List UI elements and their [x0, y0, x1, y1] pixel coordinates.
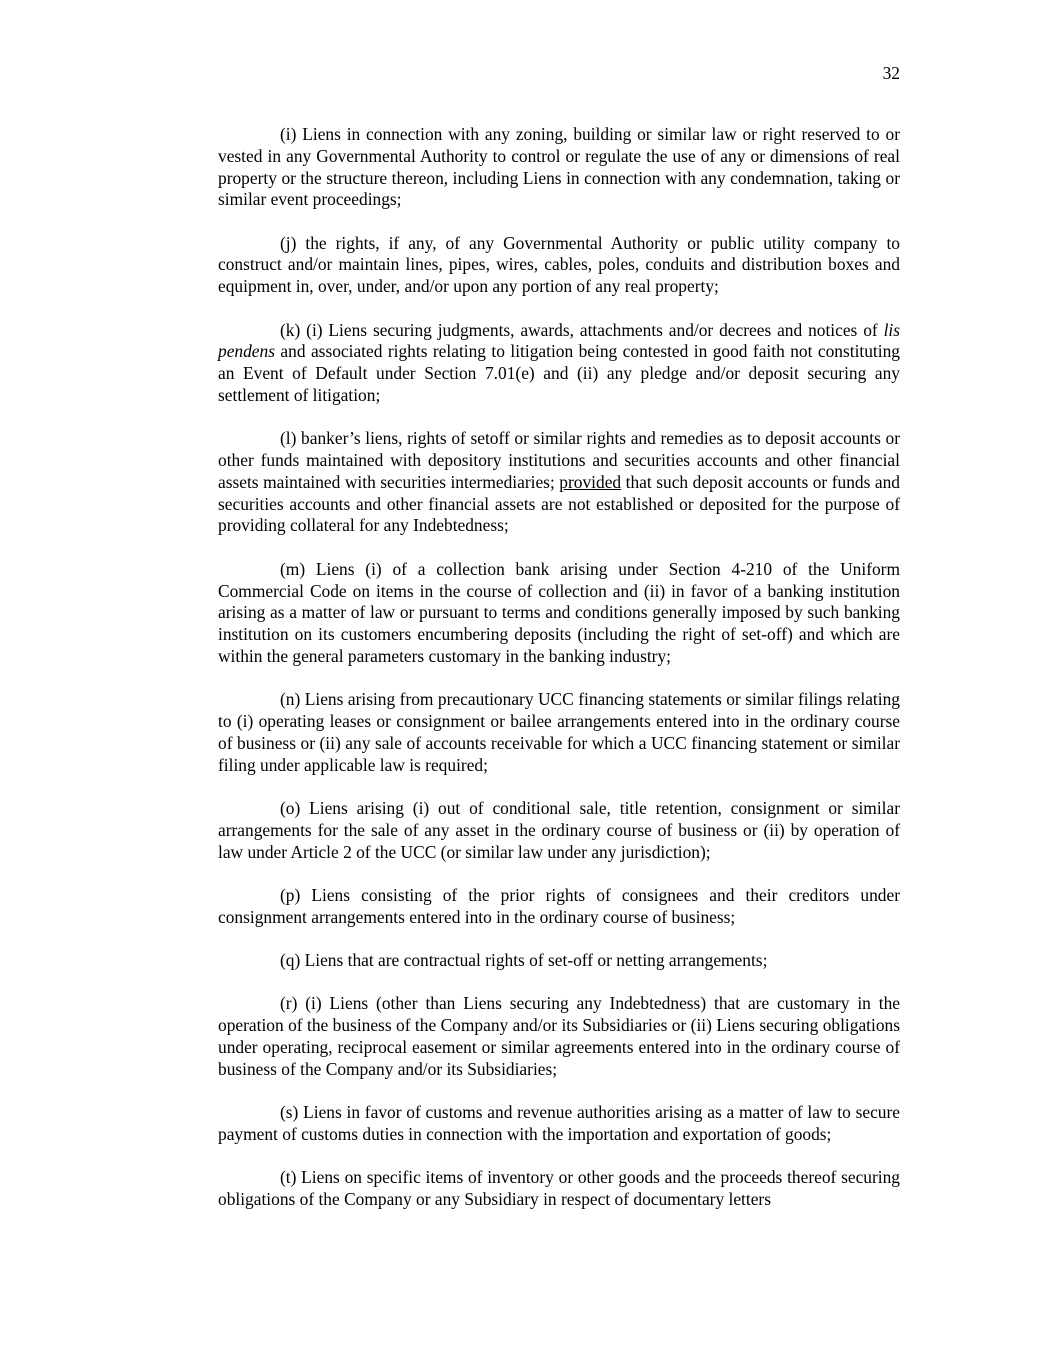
clause-m: (m) Liens (i) of a collection bank arising under Section 4-210 of the Uniform Commercial Code on items in the course of collection and (ii) in favor of a banking institution arising as a matter of law or pursuant to terms and conditions generally imposed by such banking institution on its customers encumbering deposits (including the right of set-off) and which are within the general parameters customary in the banking industry; [218, 558, 900, 666]
clause-t: (t) Liens on specific items of inventory or other goods and the proceeds thereof securing obligations of the Company or any Subsidiary in respect of documentary letters [218, 1166, 900, 1209]
clause-k-text-after: and associated rights relating to litigation being contested in good faith not constituting an Event of Default under Section 7.01(e) and (ii) any pledge and/or deposit securing any settlement of litigation; [218, 341, 900, 405]
clause-n: (n) Liens arising from precautionary UCC financing statements or similar filings relating to (i) operating leases or consignment or bailee arrangements entered into in the ordinary course of business or (ii) any sale of accounts receivable for which a UCC financing statement or similar filing under applicable law is required; [218, 689, 900, 775]
clause-k-text-before: (k) (i) Liens securing judgments, awards, attachments and/or decrees and notices of [280, 319, 884, 340]
clause-k-italic-term: lis pendens [218, 319, 900, 362]
clause-i: (i) Liens in connection with any zoning, building or similar law or right reserved to or vested in any Governmental Authority to control or regulate the use of any or dimensions of real property or the structure thereon, including Liens in connection with any condemnation, taking or similar event proceedings; [218, 124, 900, 210]
clause-l [218, 428, 900, 537]
page-number: 32 [882, 63, 900, 83]
clause-k [218, 320, 900, 407]
clause-j: (j) the rights, if any, of any Governmental Authority or public utility company to construct and/or maintain lines, pipes, wires, cables, poles, conduits and distribution boxes and equipment in, over, under, and/or upon any portion of any real property; [218, 232, 900, 297]
clause-p: (p) Liens consisting of the prior rights of consignees and their creditors under consignment arrangements entered into in the ordinary course of business; [218, 884, 900, 927]
clause-l-text-before: (l) banker’s liens, rights of setoff or similar rights and remedies as to deposit accounts or other funds maintained with depository institutions and securities accounts and other financial assets maintained with securities intermediaries; [218, 428, 900, 492]
document-body [218, 124, 900, 1211]
clause-r: (r) (i) Liens (other than Liens securing any Indebtedness) that are customary in the operation of the business of the Company and/or its Subsidiaries or (ii) Liens securing obligations under operating, reciprocal easement or similar agreements entered into in the ordinary course of business of the Company and/or its Subsidiaries; [218, 993, 900, 1079]
clause-q: (q) Liens that are contractual rights of set-off or netting arrangements; [280, 949, 768, 970]
clause-o: (o) Liens arising (i) out of conditional sale, title retention, consignment or similar arrangements for the sale of any asset in the ordinary course of business or (ii) by operation of law under Article 2 of the UCC (or similar law under any jurisdiction); [218, 797, 900, 862]
clause-l-underlined-term: provided [559, 471, 622, 492]
clause-s: (s) Liens in favor of customs and revenue authorities arising as a matter of law to secure payment of customs duties in connection with the importation and exportation of goods; [218, 1101, 900, 1144]
clause-l-text-after: that such deposit accounts or funds and securities accounts and other financial assets are not established or deposited for the purpose of providing collateral for any Indebtedness; [218, 471, 900, 536]
